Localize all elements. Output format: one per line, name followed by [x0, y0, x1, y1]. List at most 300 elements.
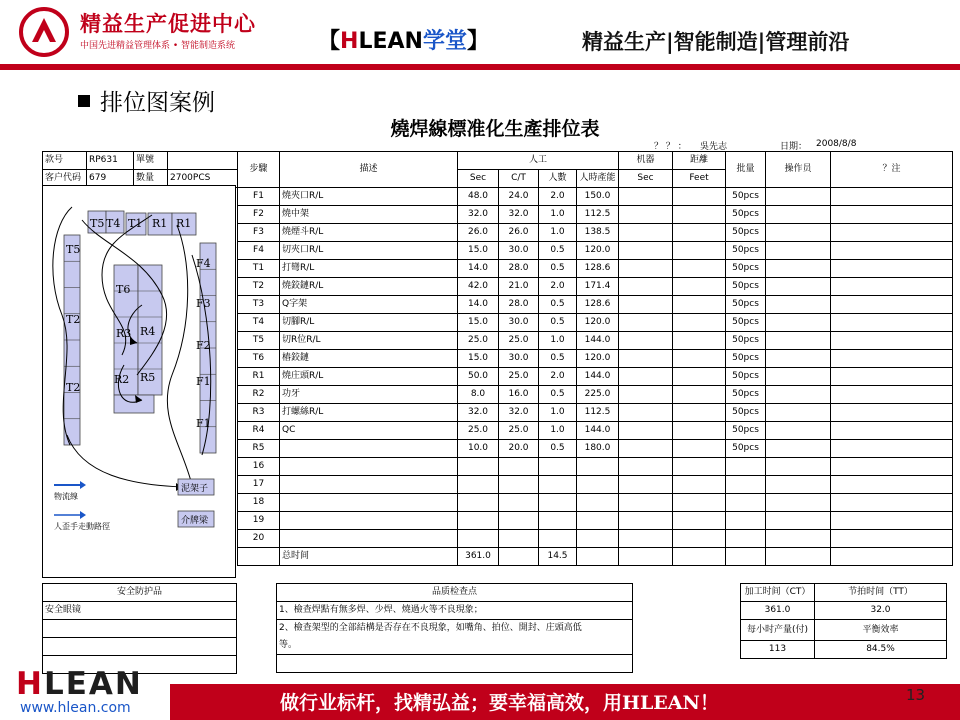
quality-item-2a: 2、檢查架型的全部結構是否存在不良現象，如嘴角、拍位、開封、庄頭高低: [277, 620, 633, 638]
sec-cell: 15.0: [458, 314, 499, 332]
note-cell: [831, 350, 953, 368]
station-label: T1: [128, 217, 143, 230]
machine-header: 机器: [619, 152, 673, 170]
people-header: 人數: [539, 170, 577, 188]
footer-logo-lean: LEAN: [43, 666, 143, 702]
batch-cell: [726, 476, 766, 494]
desc-cell: 切R位R/L: [280, 332, 458, 350]
desc-cell: [280, 494, 458, 512]
hourly-cell: 128.6: [577, 260, 619, 278]
info-code-value: 679: [87, 170, 134, 188]
note-cell: [831, 530, 953, 548]
batch-cell: [726, 458, 766, 476]
desc-cell: [280, 512, 458, 530]
batch-cell: 50pcs: [726, 260, 766, 278]
step-cell: R5: [238, 440, 280, 458]
quality-table: [276, 583, 633, 673]
ct-cell: 32.0: [499, 404, 539, 422]
station-label: R1: [176, 217, 192, 230]
note-cell: [831, 512, 953, 530]
brand-bracket-left: 【: [318, 29, 341, 54]
machine-sec-cell: [619, 530, 673, 548]
people-cell: [539, 512, 577, 530]
batch-header: 批量: [726, 152, 766, 188]
sec-cell: 15.0: [458, 350, 499, 368]
ct-cell: 16.0: [499, 386, 539, 404]
feet-cell: [673, 440, 726, 458]
sec-cell: [458, 512, 499, 530]
batch-cell: 50pcs: [726, 332, 766, 350]
hourly-cell: 180.0: [577, 440, 619, 458]
desc-cell: [280, 440, 458, 458]
batch-cell: 50pcs: [726, 386, 766, 404]
ct-cell: 30.0: [499, 350, 539, 368]
section-title-text: 排位图案例: [100, 90, 215, 116]
people-cell: [539, 494, 577, 512]
operator-cell: [766, 512, 831, 530]
page-number: 13: [906, 686, 926, 704]
legend-walk-label: 人歪手走動路徑: [54, 522, 110, 531]
sec-cell: [458, 530, 499, 548]
operator-cell: [766, 260, 831, 278]
note-cell: [831, 260, 953, 278]
station-label: F4: [196, 257, 211, 270]
ct-cell: [499, 530, 539, 548]
step-cell: T6: [238, 350, 280, 368]
brand-bracket-right: 】: [466, 29, 489, 54]
batch-cell: [726, 512, 766, 530]
hourly-output-label: 每小时产量(付): [741, 620, 815, 641]
operator-cell: [766, 278, 831, 296]
batch-cell: 50pcs: [726, 404, 766, 422]
meta-name: 吳先志: [700, 142, 728, 152]
org-subtitle: 中国先进精益管理体系 • 智能制造系统: [80, 41, 236, 51]
step-cell: T2: [238, 278, 280, 296]
sec-cell: 25.0: [458, 332, 499, 350]
desc-cell: [280, 458, 458, 476]
machine-sec-header: Sec: [619, 170, 673, 188]
desc-cell: 燒鉸鏈R/L: [280, 278, 458, 296]
station-label: R2: [114, 373, 130, 386]
quality-item-2b: 等。: [277, 637, 633, 655]
hourly-cell: 112.5: [577, 206, 619, 224]
ct-cell: [499, 512, 539, 530]
operator-cell: [766, 476, 831, 494]
people-cell: 1.0: [539, 332, 577, 350]
batch-cell: [726, 494, 766, 512]
proc-time-value: 361.0: [741, 602, 815, 620]
machine-sec-cell: [619, 260, 673, 278]
people-cell: 0.5: [539, 242, 577, 260]
desc-cell: 切腳R/L: [280, 314, 458, 332]
note-cell: [831, 422, 953, 440]
batch-cell: 50pcs: [726, 278, 766, 296]
desc-cell: 功牙: [280, 386, 458, 404]
note-cell: [831, 242, 953, 260]
batch-cell: 50pcs: [726, 422, 766, 440]
ct-cell: 30.0: [499, 242, 539, 260]
batch-cell: 50pcs: [726, 188, 766, 206]
total-msec: [619, 548, 673, 566]
footer-slogan: 做行业标杆，找精弘益；要幸福高效，用HLEAN！: [280, 692, 719, 714]
feet-cell: [673, 206, 726, 224]
step-cell: 20: [238, 530, 280, 548]
feet-cell: [673, 296, 726, 314]
feet-cell: [673, 458, 726, 476]
batch-cell: 50pcs: [726, 224, 766, 242]
info-no-value: RP631: [87, 152, 134, 170]
step-cell: 18: [238, 494, 280, 512]
note-cell: [831, 314, 953, 332]
operator-cell: [766, 224, 831, 242]
people-cell: 1.0: [539, 422, 577, 440]
layout-diagram: [42, 185, 236, 578]
step-cell: R1: [238, 368, 280, 386]
step-cell: 19: [238, 512, 280, 530]
station-label: F3: [196, 297, 211, 310]
machine-sec-cell: [619, 476, 673, 494]
note-cell: [831, 332, 953, 350]
ct-cell: [499, 476, 539, 494]
machine-sec-cell: [619, 440, 673, 458]
balance-value: 84.5%: [815, 641, 947, 659]
operator-cell: [766, 422, 831, 440]
feet-cell: [673, 530, 726, 548]
square-bullet-icon: [78, 95, 90, 107]
step-cell: T3: [238, 296, 280, 314]
note-cell: [831, 404, 953, 422]
hourly-cell: 138.5: [577, 224, 619, 242]
batch-cell: 50pcs: [726, 314, 766, 332]
legend-flow-label: 物流線: [54, 492, 78, 501]
box-bracket-label: 泥架子: [181, 484, 209, 494]
feet-cell: [673, 224, 726, 242]
machine-sec-cell: [619, 188, 673, 206]
machine-sec-cell: [619, 494, 673, 512]
ct-cell: 28.0: [499, 296, 539, 314]
people-cell: 0.5: [539, 386, 577, 404]
batch-cell: 50pcs: [726, 296, 766, 314]
feet-cell: [673, 350, 726, 368]
operator-cell: [766, 440, 831, 458]
ct-cell: 25.0: [499, 422, 539, 440]
note-cell: [831, 206, 953, 224]
sec-header: Sec: [458, 170, 499, 188]
step-header: 步驟: [238, 152, 280, 188]
step-cell: F3: [238, 224, 280, 242]
station-label: T5: [66, 243, 81, 256]
safety-table: [42, 583, 237, 674]
desc-cell: QC: [280, 422, 458, 440]
people-cell: [539, 476, 577, 494]
machine-sec-cell: [619, 224, 673, 242]
info-qty-value: 2700PCS: [168, 170, 238, 188]
brand-school: 学堂: [422, 29, 467, 54]
step-cell: 16: [238, 458, 280, 476]
people-cell: 2.0: [539, 368, 577, 386]
station-label: F1: [196, 417, 211, 430]
step-cell: R2: [238, 386, 280, 404]
feet-cell: [673, 476, 726, 494]
hourly-cell: 120.0: [577, 350, 619, 368]
people-cell: 1.0: [539, 206, 577, 224]
note-cell: [831, 458, 953, 476]
people-cell: 2.0: [539, 188, 577, 206]
feet-cell: [673, 278, 726, 296]
ct-cell: 28.0: [499, 260, 539, 278]
operator-cell: [766, 296, 831, 314]
quality-empty: [277, 655, 633, 673]
machine-sec-cell: [619, 350, 673, 368]
hourly-cell: 144.0: [577, 332, 619, 350]
total-label: 总时间: [280, 548, 458, 566]
note-cell: [831, 476, 953, 494]
note-cell: [831, 224, 953, 242]
ct-cell: 26.0: [499, 224, 539, 242]
station-label: T5: [90, 217, 105, 230]
meta-date: 2008/8/8: [816, 139, 857, 149]
quality-header: 品质检查点: [277, 584, 633, 602]
station-label: R3: [116, 327, 132, 340]
total-sec: 361.0: [458, 548, 499, 566]
hourly-cell: [577, 476, 619, 494]
operator-cell: [766, 314, 831, 332]
ct-cell: 21.0: [499, 278, 539, 296]
safety-item: 安全眼镜: [43, 602, 237, 620]
batch-cell: 50pcs: [726, 368, 766, 386]
desc-cell: 燒中架: [280, 206, 458, 224]
station-label: F2: [196, 339, 211, 352]
hourly-cell: 128.6: [577, 296, 619, 314]
info-qty-label: 數量: [134, 170, 168, 188]
step-cell: F2: [238, 206, 280, 224]
logo-icon: [18, 6, 70, 58]
feet-cell: [673, 386, 726, 404]
people-cell: 1.0: [539, 404, 577, 422]
header-divider: [0, 64, 960, 70]
proc-time-label: 加工时间（CT）: [741, 584, 815, 602]
operator-cell: [766, 494, 831, 512]
station-label: T2: [66, 313, 81, 326]
ct-header: C/T: [499, 170, 539, 188]
meta-date-label: 日期：: [780, 142, 808, 152]
machine-sec-cell: [619, 404, 673, 422]
operator-cell: [766, 530, 831, 548]
footer-logo: [16, 666, 143, 702]
meta-label: ？ ？ ：: [654, 142, 687, 152]
people-cell: [539, 530, 577, 548]
feet-header: Feet: [673, 170, 726, 188]
info-unit-label: 單號: [134, 152, 168, 170]
operator-cell: [766, 458, 831, 476]
info-no-label: 款号: [43, 152, 87, 170]
info-unit-value: [168, 152, 238, 170]
total-operator: [766, 548, 831, 566]
step-cell: F4: [238, 242, 280, 260]
people-cell: 0.5: [539, 260, 577, 278]
machine-sec-cell: [619, 296, 673, 314]
hourly-cell: 112.5: [577, 404, 619, 422]
desc-cell: 打彎R/L: [280, 260, 458, 278]
people-cell: [539, 458, 577, 476]
step-cell: 17: [238, 476, 280, 494]
note-cell: [831, 440, 953, 458]
desc-cell: 切夾口R/L: [280, 242, 458, 260]
hourly-cell: 144.0: [577, 422, 619, 440]
sec-cell: 32.0: [458, 206, 499, 224]
machine-sec-cell: [619, 512, 673, 530]
total-people: 14.5: [539, 548, 577, 566]
total-feet: [673, 548, 726, 566]
operator-cell: [766, 368, 831, 386]
batch-cell: [726, 530, 766, 548]
total-hourly: [577, 548, 619, 566]
station-block: [114, 395, 154, 413]
hourly-output-value: 113: [741, 641, 815, 659]
operator-cell: [766, 242, 831, 260]
sec-cell: 10.0: [458, 440, 499, 458]
hourly-cell: 144.0: [577, 368, 619, 386]
total-note: [831, 548, 953, 566]
footer-url-link[interactable]: www.hlean.com: [20, 700, 131, 716]
people-cell: 0.5: [539, 440, 577, 458]
people-cell: 0.5: [539, 350, 577, 368]
ct-cell: 30.0: [499, 314, 539, 332]
hourly-cell: 171.4: [577, 278, 619, 296]
operator-cell: [766, 404, 831, 422]
total-ct: [499, 548, 539, 566]
safety-empty-2: [43, 638, 237, 656]
station-label: T6: [116, 283, 131, 296]
step-cell: T4: [238, 314, 280, 332]
note-cell: [831, 368, 953, 386]
machine-sec-cell: [619, 278, 673, 296]
station-label: R4: [140, 325, 156, 338]
machine-sec-cell: [619, 458, 673, 476]
station-label: F1: [196, 375, 211, 388]
hourly-cell: [577, 458, 619, 476]
ct-cell: 20.0: [499, 440, 539, 458]
ct-cell: 32.0: [499, 206, 539, 224]
hourly-cell: [577, 530, 619, 548]
desc-cell: 燒煙斗R/L: [280, 224, 458, 242]
operator-cell: [766, 206, 831, 224]
feet-cell: [673, 242, 726, 260]
ct-cell: 25.0: [499, 368, 539, 386]
desc-cell: 打螺絲R/L: [280, 404, 458, 422]
feet-cell: [673, 314, 726, 332]
step-cell: F1: [238, 188, 280, 206]
feet-cell: [673, 188, 726, 206]
feet-cell: [673, 512, 726, 530]
desc-cell: [280, 530, 458, 548]
hourly-cell: [577, 512, 619, 530]
step-cell: T1: [238, 260, 280, 278]
footer-logo-h: H: [16, 666, 44, 702]
machine-sec-cell: [619, 386, 673, 404]
machine-sec-cell: [619, 368, 673, 386]
step-cell: T5: [238, 332, 280, 350]
org-title: 精益生产促进中心: [80, 12, 256, 36]
station-label: R1: [152, 217, 168, 230]
desc-cell: Q字架: [280, 296, 458, 314]
machine-sec-cell: [619, 422, 673, 440]
operator-header: 操作员: [766, 152, 831, 188]
safety-empty-1: [43, 620, 237, 638]
sec-cell: [458, 476, 499, 494]
ct-cell: 24.0: [499, 188, 539, 206]
batch-cell: 50pcs: [726, 242, 766, 260]
sec-cell: 14.0: [458, 296, 499, 314]
feet-cell: [673, 260, 726, 278]
hourly-cell: 120.0: [577, 314, 619, 332]
station-label: T2: [66, 381, 81, 394]
operator-cell: [766, 332, 831, 350]
brand-title: [318, 24, 489, 55]
sheet-title: 燒焊線標准化生產排位表: [390, 118, 600, 140]
machine-sec-cell: [619, 206, 673, 224]
ct-cell: 25.0: [499, 332, 539, 350]
people-cell: 2.0: [539, 278, 577, 296]
batch-cell: 50pcs: [726, 350, 766, 368]
box-medium-label: 介牌梁: [181, 516, 209, 526]
balance-label: 平衡效率: [815, 620, 947, 641]
feet-cell: [673, 422, 726, 440]
machine-sec-cell: [619, 242, 673, 260]
summary-table: [740, 583, 947, 659]
sec-cell: 42.0: [458, 278, 499, 296]
ct-cell: [499, 458, 539, 476]
sec-cell: 32.0: [458, 404, 499, 422]
header-slogan: 精益生产|智能制造|管理前沿: [582, 30, 850, 54]
info-code-label: 客户代码: [43, 170, 87, 188]
distance-header: 距離: [673, 152, 726, 170]
desc-header: 描述: [280, 152, 458, 188]
desc-cell: 燒庄頭R/L: [280, 368, 458, 386]
feet-cell: [673, 494, 726, 512]
ct-cell: [499, 494, 539, 512]
people-cell: 1.0: [539, 224, 577, 242]
sec-cell: 14.0: [458, 260, 499, 278]
desc-cell: 樁鉸鏈: [280, 350, 458, 368]
hourly-cell: 225.0: [577, 386, 619, 404]
quality-item-1: 1、檢查焊點有無多焊、少焊、燒過火等不良現象；: [277, 602, 633, 620]
desc-cell: [280, 476, 458, 494]
station-label: T4: [106, 217, 121, 230]
batch-cell: 50pcs: [726, 206, 766, 224]
takt-label: 节拍时间（TT）: [815, 584, 947, 602]
hourly-header: 人時產能: [577, 170, 619, 188]
note-cell: [831, 278, 953, 296]
sec-cell: [458, 494, 499, 512]
section-title: [78, 84, 215, 117]
note-cell: [831, 494, 953, 512]
desc-cell: 燒夾口R/L: [280, 188, 458, 206]
step-cell: R3: [238, 404, 280, 422]
total-step-cell: [238, 548, 280, 566]
takt-value: 32.0: [815, 602, 947, 620]
brand-lean: LEAN: [358, 29, 423, 54]
batch-cell: 50pcs: [726, 440, 766, 458]
hourly-cell: 120.0: [577, 242, 619, 260]
total-batch: [726, 548, 766, 566]
feet-cell: [673, 332, 726, 350]
note-cell: [831, 296, 953, 314]
feet-cell: [673, 404, 726, 422]
hourly-cell: 150.0: [577, 188, 619, 206]
sec-cell: 25.0: [458, 422, 499, 440]
operator-cell: [766, 386, 831, 404]
